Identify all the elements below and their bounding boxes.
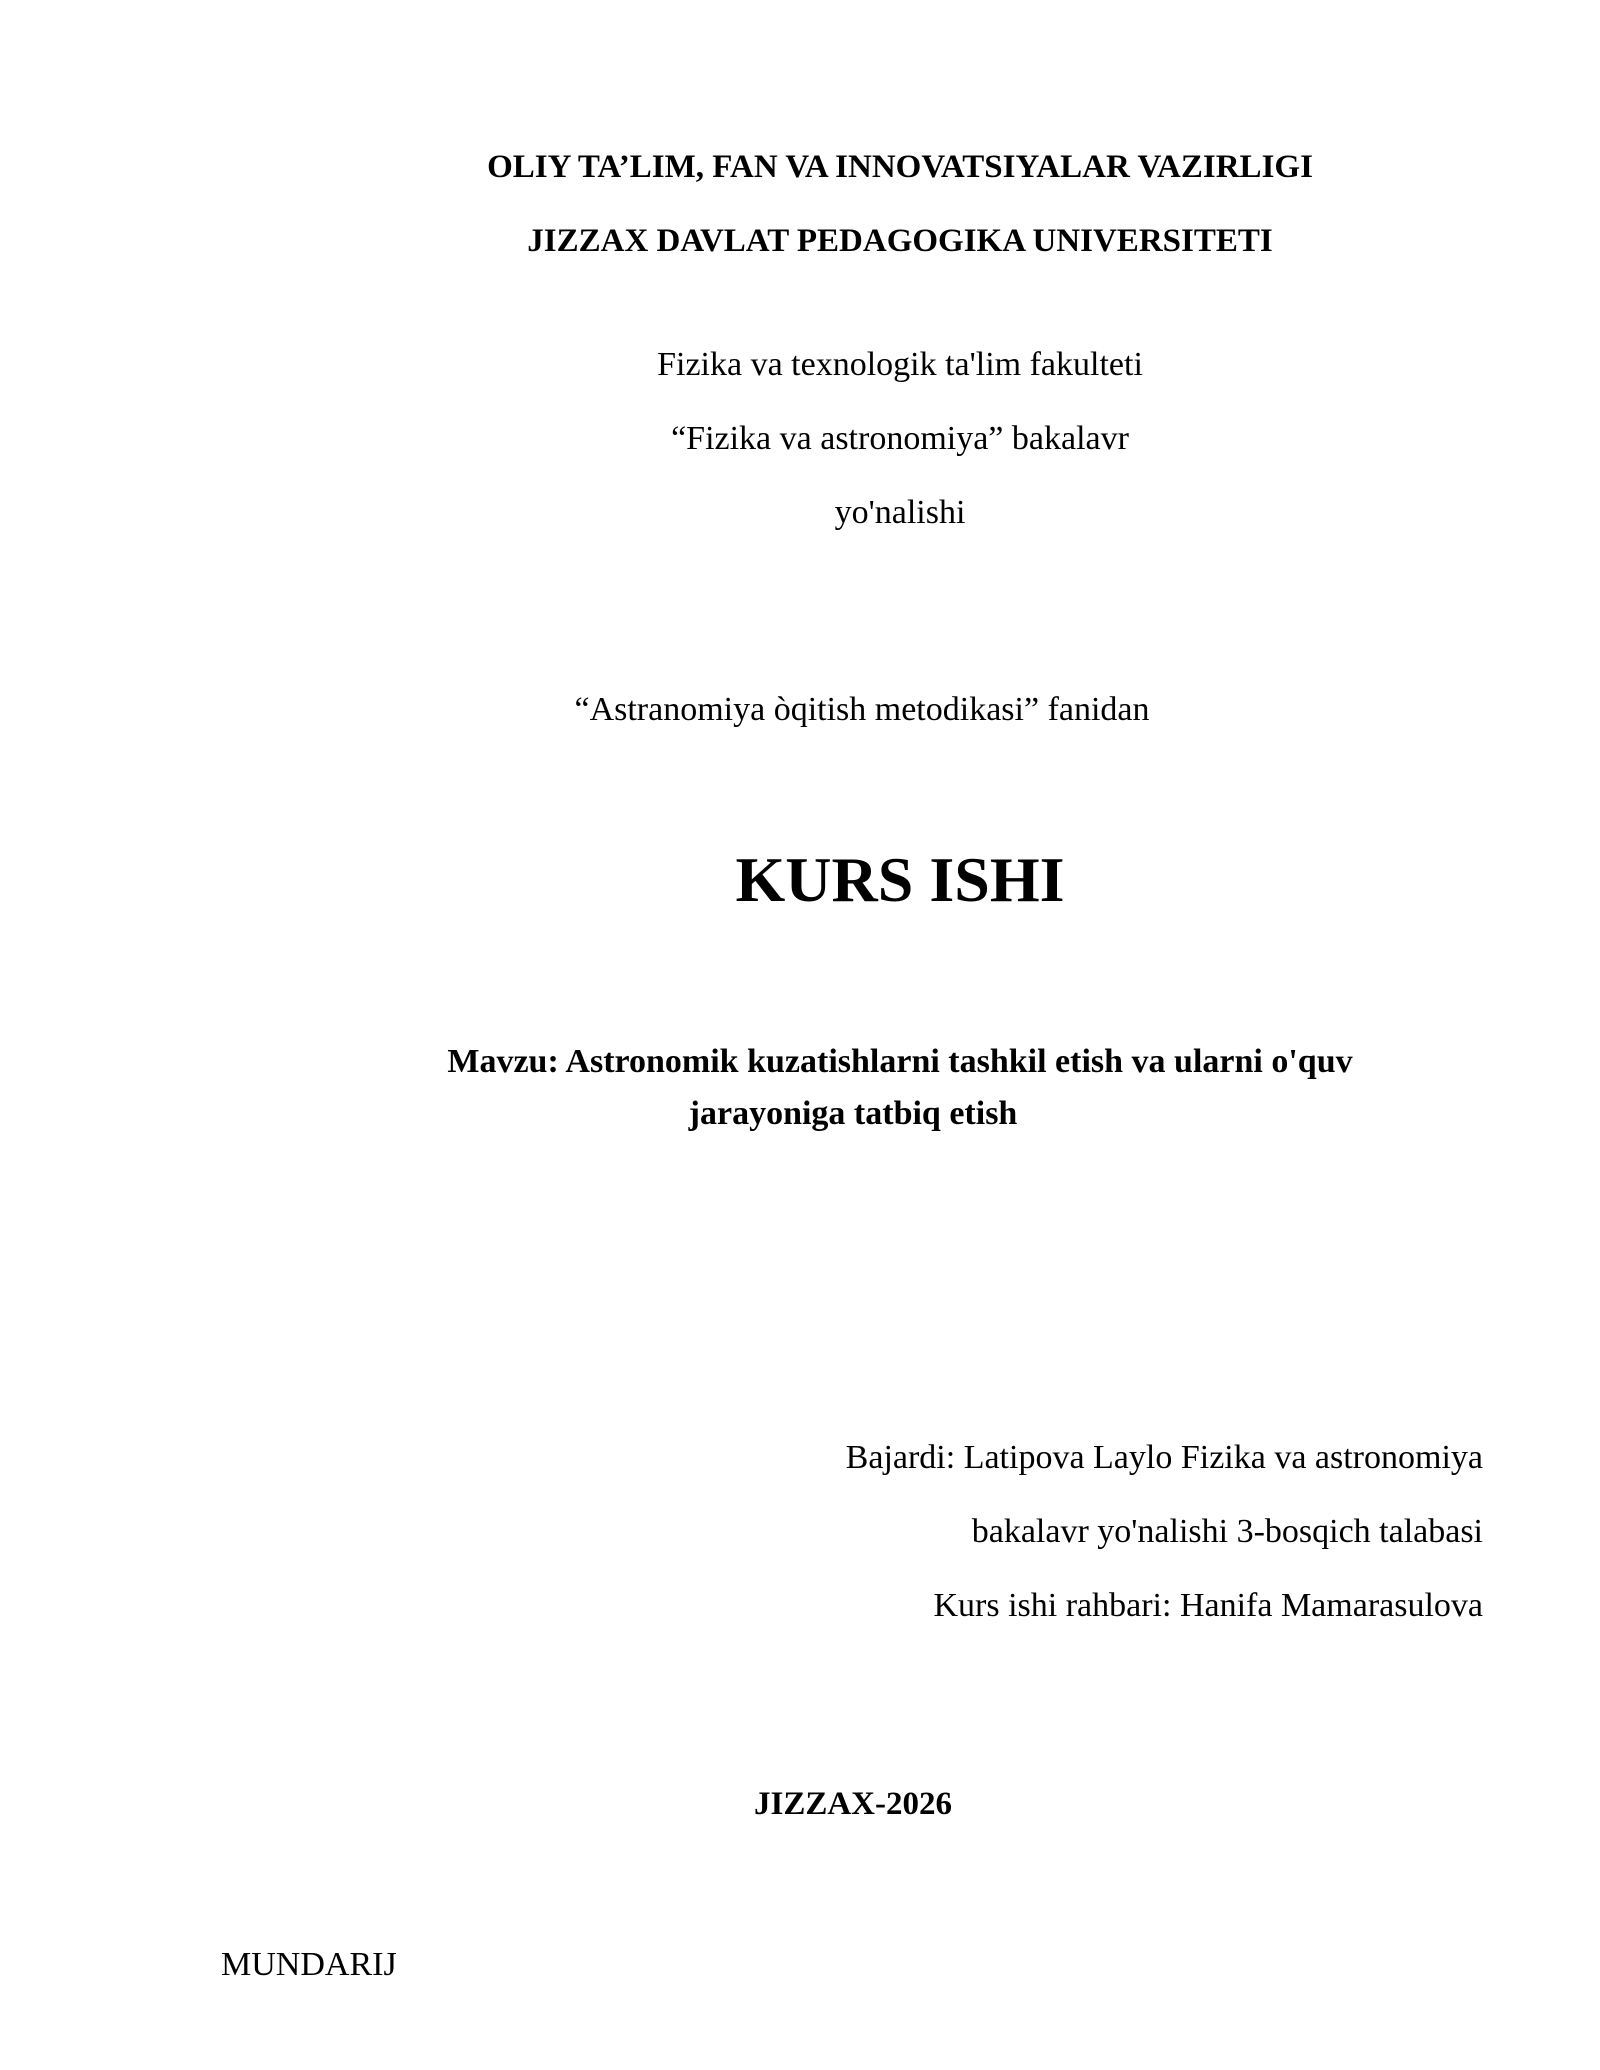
city-year: JIZZAX-2026 xyxy=(753,1786,953,1822)
ministry-heading: OLIY TA’LIM, FAN VA INNOVATSIYALAR VAZIRLIGI xyxy=(487,149,1313,185)
subject-line: “Astranomiya òqitish metodikasi” fanidan xyxy=(574,691,1150,728)
faculty-name: Fizika va texnologik ta'lim fakulteti xyxy=(657,346,1143,383)
topic-line-1: Mavzu: Astronomik kuzatishlarni tashkil etish va ularni o'quv xyxy=(447,1043,1353,1080)
supervisor-line: Kurs ishi rahbari: Hanifa Mamarasulova xyxy=(933,1587,1483,1624)
program-direction: yo'nalishi xyxy=(834,494,966,531)
university-heading: JIZZAX DAVLAT PEDAGOGIKA UNIVERSITETI xyxy=(527,223,1273,259)
program-name: “Fizika va astronomiya” bakalavr xyxy=(671,420,1129,457)
document-type-title: KURS ISHI xyxy=(735,844,1065,915)
performer-line-2: bakalavr yo'nalishi 3-bosqich talabasi xyxy=(971,1513,1483,1550)
topic-line-2: jarayoniga tatbiq etish xyxy=(688,1095,1018,1132)
contents-heading: MUNDARIJ xyxy=(221,1946,397,1983)
performer-line-1: Bajardi: Latipova Laylo Fizika va astronomiya xyxy=(845,1439,1483,1476)
